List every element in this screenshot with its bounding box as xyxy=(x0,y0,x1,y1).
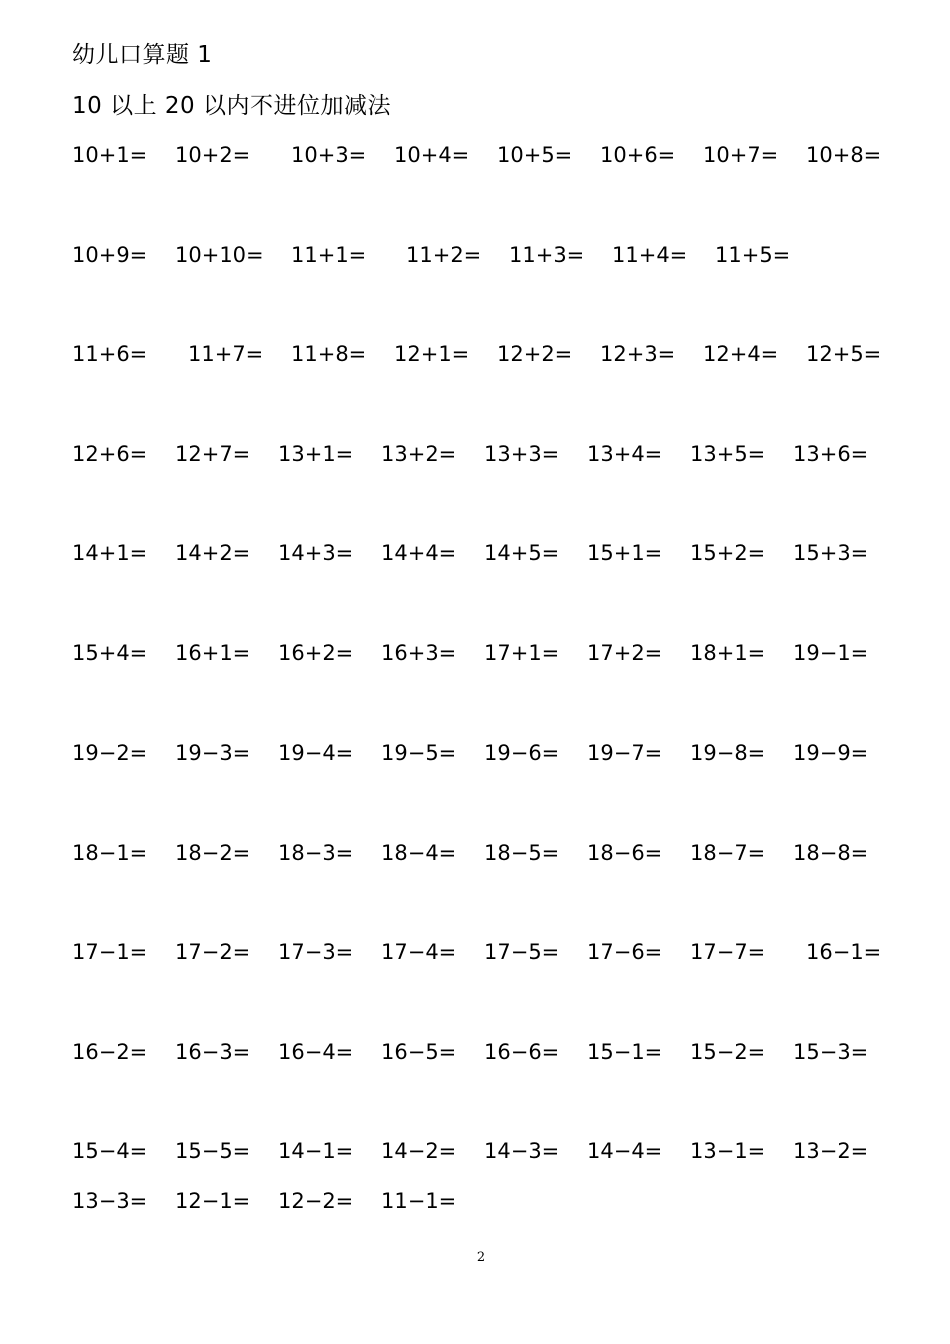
arithmetic-problem: 14−4= xyxy=(587,1139,663,1163)
arithmetic-problem: 16+1= xyxy=(175,641,251,665)
arithmetic-problem: 14−2= xyxy=(381,1139,457,1163)
arithmetic-problem: 12+7= xyxy=(175,442,251,466)
arithmetic-problem: 13+4= xyxy=(587,442,663,466)
arithmetic-problem: 11+2= xyxy=(406,243,482,267)
arithmetic-problem: 11+5= xyxy=(715,243,791,267)
arithmetic-problem: 13−1= xyxy=(690,1139,766,1163)
arithmetic-problem: 11−1= xyxy=(381,1189,457,1213)
arithmetic-problem: 10+4= xyxy=(394,143,470,167)
arithmetic-problem: 18−2= xyxy=(175,841,251,865)
arithmetic-problem: 15+4= xyxy=(72,641,148,665)
problem-row xyxy=(0,140,950,170)
arithmetic-problem: 10+5= xyxy=(497,143,573,167)
problem-row xyxy=(0,1186,950,1216)
arithmetic-problem: 19−2= xyxy=(72,741,148,765)
arithmetic-problem: 14+1= xyxy=(72,541,148,565)
arithmetic-problem: 13−3= xyxy=(72,1189,148,1213)
arithmetic-problem: 16−1= xyxy=(806,940,882,964)
problem-row xyxy=(0,738,950,768)
arithmetic-problem: 15−2= xyxy=(690,1040,766,1064)
arithmetic-problem: 11+3= xyxy=(509,243,585,267)
arithmetic-problem: 10+1= xyxy=(72,143,148,167)
problem-row xyxy=(0,937,950,967)
arithmetic-problem: 16−2= xyxy=(72,1040,148,1064)
page-subtitle: 10 以上 20 以内不进位加减法 xyxy=(72,93,391,119)
arithmetic-problem: 13+5= xyxy=(690,442,766,466)
arithmetic-problem: 19−7= xyxy=(587,741,663,765)
arithmetic-problem: 15−3= xyxy=(793,1040,869,1064)
arithmetic-problem: 13+6= xyxy=(793,442,869,466)
arithmetic-problem: 15+2= xyxy=(690,541,766,565)
problem-row xyxy=(0,339,950,369)
arithmetic-problem: 16+2= xyxy=(278,641,354,665)
arithmetic-problem: 13+2= xyxy=(381,442,457,466)
problem-row xyxy=(0,240,950,270)
arithmetic-problem: 13+3= xyxy=(484,442,560,466)
arithmetic-problem: 12+4= xyxy=(703,342,779,366)
arithmetic-problem: 10+8= xyxy=(806,143,882,167)
arithmetic-problem: 18−4= xyxy=(381,841,457,865)
problem-row xyxy=(0,638,950,668)
arithmetic-problem: 12+2= xyxy=(497,342,573,366)
arithmetic-problem: 15−5= xyxy=(175,1139,251,1163)
arithmetic-problem: 12−1= xyxy=(175,1189,251,1213)
arithmetic-problem: 14+2= xyxy=(175,541,251,565)
arithmetic-problem: 14+5= xyxy=(484,541,560,565)
arithmetic-problem: 19−8= xyxy=(690,741,766,765)
arithmetic-problem: 18−1= xyxy=(72,841,148,865)
problem-row xyxy=(0,1037,950,1067)
arithmetic-problem: 14−1= xyxy=(278,1139,354,1163)
arithmetic-problem: 12+3= xyxy=(600,342,676,366)
arithmetic-problem: 18−6= xyxy=(587,841,663,865)
arithmetic-problem: 19−6= xyxy=(484,741,560,765)
arithmetic-problem: 17−2= xyxy=(175,940,251,964)
arithmetic-problem: 17−7= xyxy=(690,940,766,964)
arithmetic-problem: 16+3= xyxy=(381,641,457,665)
arithmetic-problem: 15−1= xyxy=(587,1040,663,1064)
arithmetic-problem: 13+1= xyxy=(278,442,354,466)
arithmetic-problem: 19−9= xyxy=(793,741,869,765)
arithmetic-problem: 17−6= xyxy=(587,940,663,964)
arithmetic-problem: 15−4= xyxy=(72,1139,148,1163)
arithmetic-problem: 17−5= xyxy=(484,940,560,964)
arithmetic-problem: 14+4= xyxy=(381,541,457,565)
arithmetic-problem: 18−8= xyxy=(793,841,869,865)
arithmetic-problem: 16−3= xyxy=(175,1040,251,1064)
arithmetic-problem: 18−5= xyxy=(484,841,560,865)
arithmetic-problem: 15+3= xyxy=(793,541,869,565)
arithmetic-problem: 18−7= xyxy=(690,841,766,865)
arithmetic-problem: 17−1= xyxy=(72,940,148,964)
arithmetic-problem: 10+7= xyxy=(703,143,779,167)
arithmetic-problem: 11+4= xyxy=(612,243,688,267)
arithmetic-problem: 19−5= xyxy=(381,741,457,765)
arithmetic-problem: 10+3= xyxy=(291,143,367,167)
page-title: 幼儿口算题 1 xyxy=(72,42,213,68)
problem-row xyxy=(0,538,950,568)
arithmetic-problem: 16−5= xyxy=(381,1040,457,1064)
arithmetic-problem: 10+2= xyxy=(175,143,251,167)
arithmetic-problem: 18−3= xyxy=(278,841,354,865)
arithmetic-problem: 19−3= xyxy=(175,741,251,765)
arithmetic-problem: 17+2= xyxy=(587,641,663,665)
problem-row xyxy=(0,439,950,469)
arithmetic-problem: 17−3= xyxy=(278,940,354,964)
problem-row xyxy=(0,1136,950,1166)
arithmetic-problem: 17+1= xyxy=(484,641,560,665)
page-number: 2 xyxy=(476,1250,486,1265)
arithmetic-problem: 10+6= xyxy=(600,143,676,167)
arithmetic-problem: 12−2= xyxy=(278,1189,354,1213)
problem-row xyxy=(0,838,950,868)
arithmetic-problem: 18+1= xyxy=(690,641,766,665)
arithmetic-problem: 11+1= xyxy=(291,243,367,267)
arithmetic-problem: 11+7= xyxy=(188,342,264,366)
arithmetic-problem: 16−4= xyxy=(278,1040,354,1064)
arithmetic-problem: 12+6= xyxy=(72,442,148,466)
arithmetic-problem: 17−4= xyxy=(381,940,457,964)
arithmetic-problem: 13−2= xyxy=(793,1139,869,1163)
arithmetic-problem: 19−1= xyxy=(793,641,869,665)
arithmetic-problem: 14−3= xyxy=(484,1139,560,1163)
arithmetic-problem: 15+1= xyxy=(587,541,663,565)
arithmetic-problem: 16−6= xyxy=(484,1040,560,1064)
arithmetic-problem: 11+8= xyxy=(291,342,367,366)
arithmetic-problem: 10+10= xyxy=(175,243,264,267)
arithmetic-problem: 12+5= xyxy=(806,342,882,366)
arithmetic-problem: 14+3= xyxy=(278,541,354,565)
arithmetic-problem: 10+9= xyxy=(72,243,148,267)
arithmetic-problem: 19−4= xyxy=(278,741,354,765)
arithmetic-problem: 11+6= xyxy=(72,342,148,366)
arithmetic-problem: 12+1= xyxy=(394,342,470,366)
